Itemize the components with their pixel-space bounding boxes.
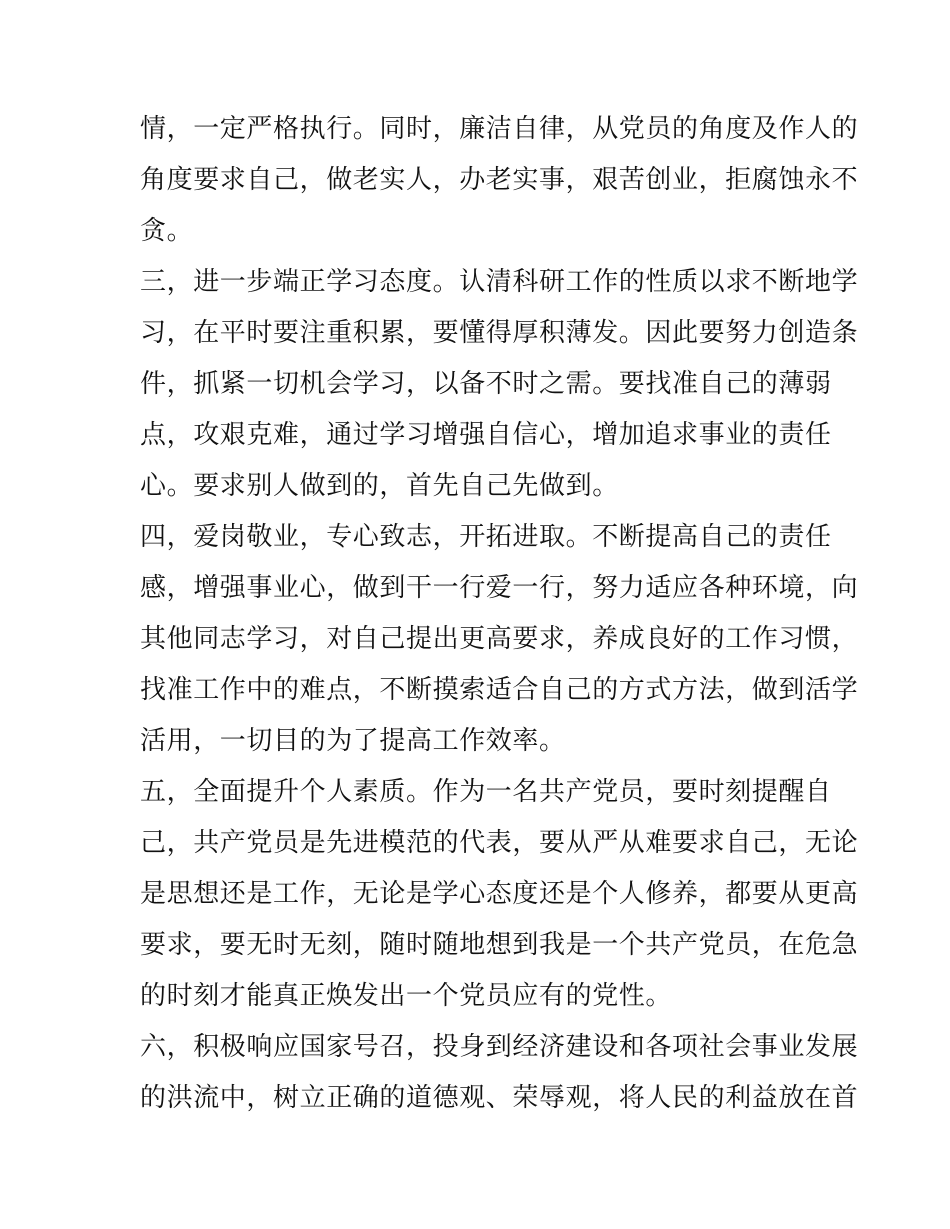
text-line: 感，增强事业心，做到干一行爱一行，努力适应各种环境，向: [140, 573, 859, 603]
text-line: 心。要求别人做到的，首先自己先做到。: [140, 471, 619, 501]
text-line: 六，积极响应国家号召，投身到经济建设和各项社会事业发展: [140, 1032, 859, 1062]
text-line: 活用，一切目的为了提高工作效率。: [140, 726, 566, 756]
text-line: 的时刻才能真正焕发出一个党员应有的党性。: [140, 981, 673, 1011]
text-line: 己，共产党员是先进模范的代表，要从严从难要求自己，无论: [140, 828, 859, 858]
text-line: 件，抓紧一切机会学习，以备不时之需。要找准自己的薄弱: [140, 369, 832, 399]
text-line: 找准工作中的难点，不断摸索适合自己的方式方法，做到活学: [140, 675, 859, 705]
text-line: 五，全面提升个人素质。作为一名共产党员，要时刻提醒自: [140, 777, 832, 807]
text-line: 是思想还是工作，无论是学心态度还是个人修养，都要从更高: [140, 879, 859, 909]
text-line: 四，爱岗敬业，专心致志，开拓进取。不断提高自己的责任: [140, 522, 832, 552]
text-line: 习，在平时要注重积累，要懂得厚积薄发。因此要努力创造条: [140, 318, 859, 348]
body-text: [140, 104, 859, 1124]
text-line: 其他同志学习，对自己提出更高要求，养成良好的工作习惯，: [140, 624, 859, 654]
text-line: 点，攻艰克难，通过学习增强自信心，增加追求事业的责任: [140, 420, 832, 450]
text-line: 的洪流中，树立正确的道德观、荣辱观，将人民的利益放在首: [140, 1083, 859, 1113]
text-line: 情，一定严格执行。同时，廉洁自律，从党员的角度及作人的: [140, 114, 859, 144]
text-line: 三，进一步端正学习态度。认清科研工作的性质以求不断地学: [140, 267, 859, 297]
text-line: 贪。: [140, 216, 194, 246]
text-line: 角度要求自己，做老实人，办老实事，艰苦创业，拒腐蚀永不: [140, 165, 859, 195]
text-line: 要求，要无时无刻，随时随地想到我是一个共产党员，在危急: [140, 930, 859, 960]
